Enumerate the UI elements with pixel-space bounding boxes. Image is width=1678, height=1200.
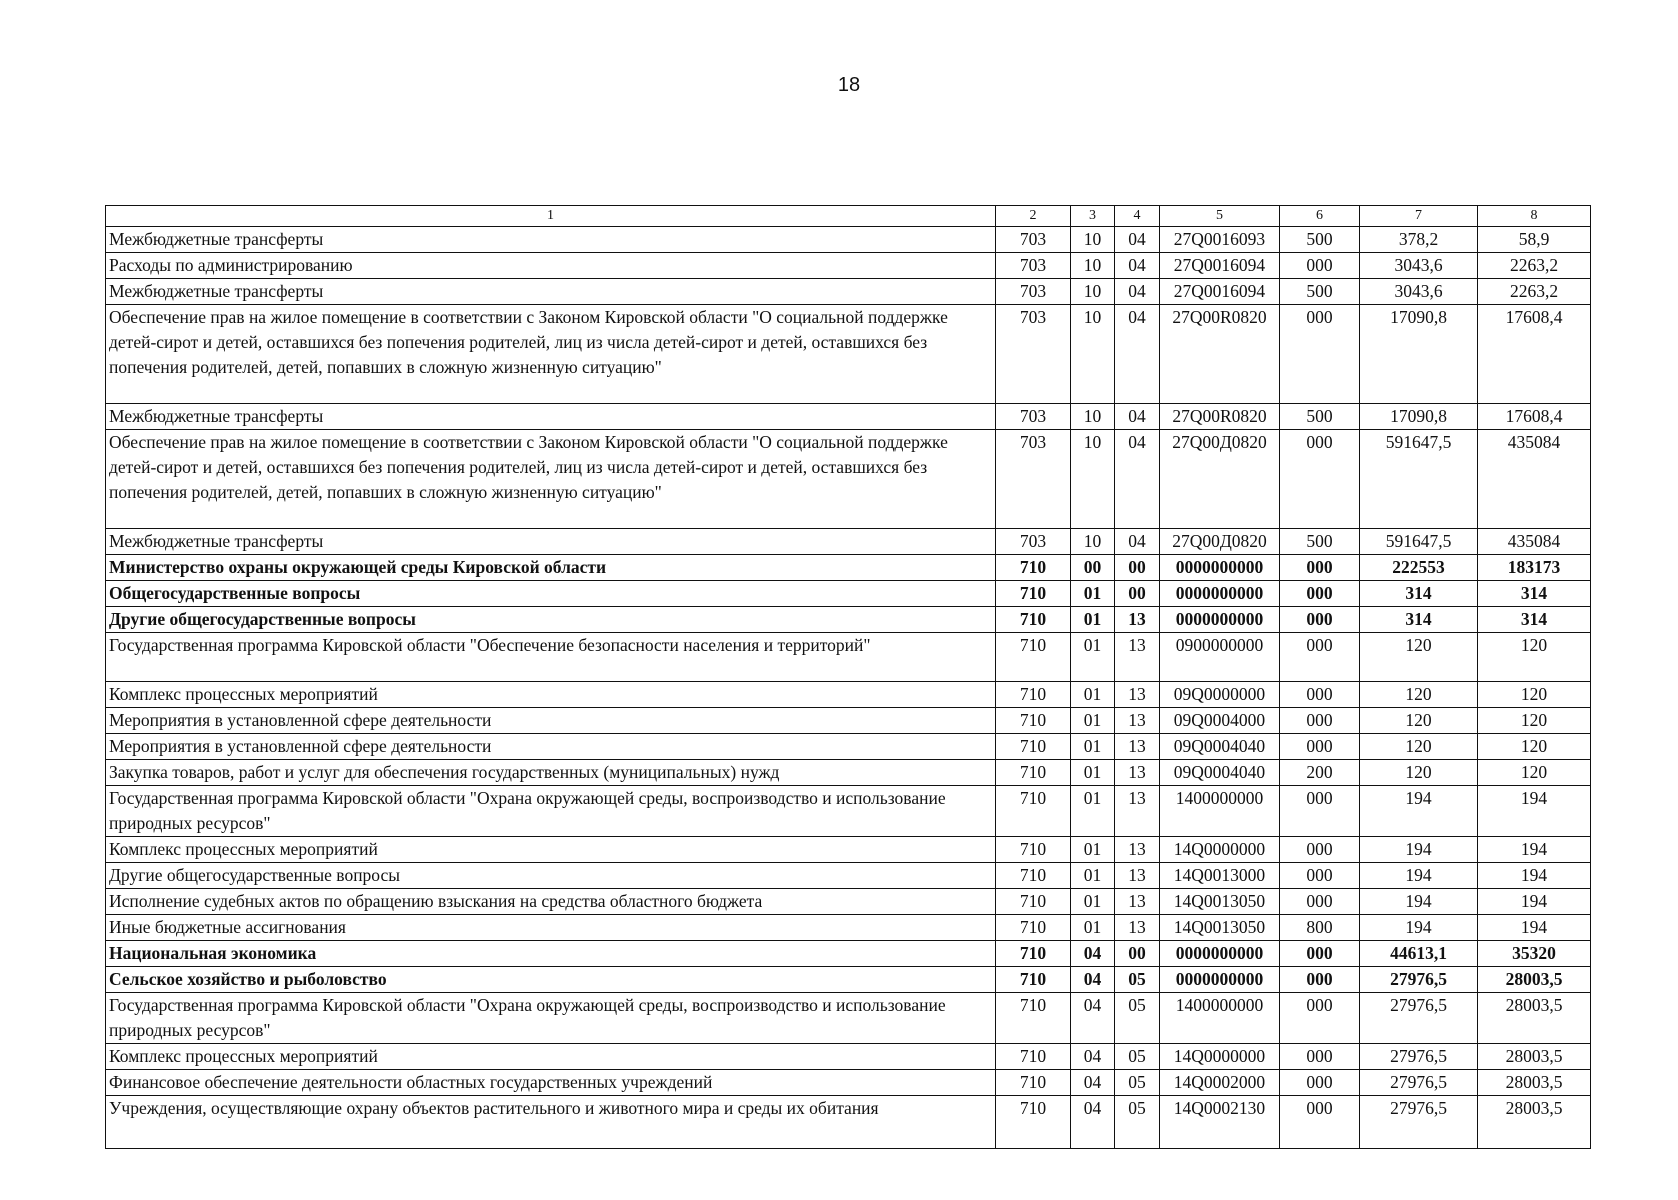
expense-type-cell: 000 <box>1280 555 1360 581</box>
row-name-cell: Другие общегосударственные вопросы <box>106 607 996 633</box>
ministry-code-cell: 703 <box>996 430 1071 529</box>
subsection-cell: 00 <box>1115 581 1160 607</box>
amount-year1-cell: 378,2 <box>1360 227 1478 253</box>
amount-year2-cell: 435084 <box>1478 529 1591 555</box>
table-row <box>106 993 1591 1044</box>
amount-year1-cell: 222553 <box>1360 555 1478 581</box>
target-article-cell: 14Q0002000 <box>1160 1070 1280 1096</box>
section-cell: 00 <box>1071 555 1115 581</box>
amount-year2-cell: 28003,5 <box>1478 993 1591 1044</box>
table-body <box>106 206 1591 1149</box>
expense-type-cell: 000 <box>1280 837 1360 863</box>
section-cell: 01 <box>1071 760 1115 786</box>
row-name-cell: Межбюджетные трансферты <box>106 279 996 305</box>
amount-year2-cell: 2263,2 <box>1478 279 1591 305</box>
section-cell: 10 <box>1071 227 1115 253</box>
amount-year2-cell: 28003,5 <box>1478 967 1591 993</box>
section-cell: 04 <box>1071 993 1115 1044</box>
amount-year2-cell: 17608,4 <box>1478 305 1591 404</box>
subsection-cell: 05 <box>1115 967 1160 993</box>
subsection-cell: 13 <box>1115 786 1160 837</box>
target-article-cell: 1400000000 <box>1160 786 1280 837</box>
table-row <box>106 555 1591 581</box>
header-cell: 1 <box>106 206 996 227</box>
expense-type-cell: 000 <box>1280 253 1360 279</box>
expense-type-cell: 000 <box>1280 682 1360 708</box>
ministry-code-cell: 710 <box>996 941 1071 967</box>
table-row <box>106 529 1591 555</box>
ministry-code-cell: 710 <box>996 555 1071 581</box>
table-row <box>106 941 1591 967</box>
amount-year1-cell: 194 <box>1360 837 1478 863</box>
header-cell: 4 <box>1115 206 1160 227</box>
header-cell: 6 <box>1280 206 1360 227</box>
ministry-code-cell: 703 <box>996 404 1071 430</box>
section-cell: 10 <box>1071 430 1115 529</box>
row-name-cell: Обеспечение прав на жилое помещение в соответствии с Законом Кировской области "О социальной поддержке детей-сирот и детей, оставшихся без попечения родителей, лиц из числа детей-сирот и детей, оставшихся без попечения родителей, детей, попавших в сложную жизненную ситуацию" <box>106 430 996 529</box>
row-name-cell: Государственная программа Кировской области "Охрана окружающей среды, воспроизводство и использование природных ресурсов" <box>106 993 996 1044</box>
section-cell: 04 <box>1071 1070 1115 1096</box>
subsection-cell: 13 <box>1115 682 1160 708</box>
row-name-cell: Иные бюджетные ассигнования <box>106 915 996 941</box>
page-number: 18 <box>837 74 861 96</box>
ministry-code-cell: 710 <box>996 760 1071 786</box>
table-row <box>106 734 1591 760</box>
subsection-cell: 13 <box>1115 708 1160 734</box>
amount-year2-cell: 2263,2 <box>1478 253 1591 279</box>
table-row <box>106 581 1591 607</box>
amount-year2-cell: 194 <box>1478 915 1591 941</box>
section-cell: 01 <box>1071 837 1115 863</box>
subsection-cell: 13 <box>1115 734 1160 760</box>
target-article-cell: 0000000000 <box>1160 555 1280 581</box>
amount-year2-cell: 120 <box>1478 633 1591 682</box>
amount-year1-cell: 194 <box>1360 786 1478 837</box>
expense-type-cell: 000 <box>1280 430 1360 529</box>
amount-year2-cell: 435084 <box>1478 430 1591 529</box>
expense-type-cell: 000 <box>1280 863 1360 889</box>
amount-year2-cell: 28003,5 <box>1478 1044 1591 1070</box>
subsection-cell: 13 <box>1115 837 1160 863</box>
table-row <box>106 708 1591 734</box>
target-article-cell: 0000000000 <box>1160 967 1280 993</box>
row-name-cell: Финансовое обеспечение деятельности областных государственных учреждений <box>106 1070 996 1096</box>
row-name-cell: Обеспечение прав на жилое помещение в соответствии с Законом Кировской области "О социальной поддержке детей-сирот и детей, оставшихся без попечения родителей, лиц из числа детей-сирот и детей, оставшихся без попечения родителей, детей, попавших в сложную жизненную ситуацию" <box>106 305 996 404</box>
subsection-cell: 04 <box>1115 404 1160 430</box>
amount-year2-cell: 120 <box>1478 682 1591 708</box>
amount-year1-cell: 314 <box>1360 607 1478 633</box>
subsection-cell: 04 <box>1115 227 1160 253</box>
row-name-cell: Учреждения, осуществляющие охрану объектов растительного и животного мира и среды их обитания <box>106 1096 996 1149</box>
row-name-cell: Мероприятия в установленной сфере деятельности <box>106 734 996 760</box>
expense-type-cell: 000 <box>1280 993 1360 1044</box>
ministry-code-cell: 710 <box>996 581 1071 607</box>
amount-year1-cell: 3043,6 <box>1360 279 1478 305</box>
amount-year2-cell: 35320 <box>1478 941 1591 967</box>
expense-type-cell: 200 <box>1280 760 1360 786</box>
target-article-cell: 0900000000 <box>1160 633 1280 682</box>
table-row <box>106 227 1591 253</box>
ministry-code-cell: 710 <box>996 734 1071 760</box>
table-row <box>106 253 1591 279</box>
target-article-cell: 27Q0016094 <box>1160 279 1280 305</box>
subsection-cell: 04 <box>1115 529 1160 555</box>
amount-year2-cell: 120 <box>1478 734 1591 760</box>
amount-year2-cell: 17608,4 <box>1478 404 1591 430</box>
row-name-cell: Комплекс процессных мероприятий <box>106 837 996 863</box>
expense-type-cell: 800 <box>1280 915 1360 941</box>
table-row <box>106 404 1591 430</box>
target-article-cell: 14Q0013050 <box>1160 889 1280 915</box>
amount-year2-cell: 28003,5 <box>1478 1070 1591 1096</box>
table-row <box>106 430 1591 529</box>
amount-year1-cell: 27976,5 <box>1360 1096 1478 1149</box>
amount-year2-cell: 183173 <box>1478 555 1591 581</box>
target-article-cell: 0000000000 <box>1160 581 1280 607</box>
expense-type-cell: 000 <box>1280 941 1360 967</box>
ministry-code-cell: 710 <box>996 1096 1071 1149</box>
ministry-code-cell: 710 <box>996 863 1071 889</box>
amount-year1-cell: 27976,5 <box>1360 967 1478 993</box>
target-article-cell: 27Q00Д0820 <box>1160 529 1280 555</box>
ministry-code-cell: 710 <box>996 993 1071 1044</box>
row-name-cell: Комплекс процессных мероприятий <box>106 1044 996 1070</box>
ministry-code-cell: 710 <box>996 682 1071 708</box>
amount-year2-cell: 314 <box>1478 607 1591 633</box>
amount-year1-cell: 27976,5 <box>1360 993 1478 1044</box>
row-name-cell: Министерство охраны окружающей среды Кировской области <box>106 555 996 581</box>
subsection-cell: 13 <box>1115 889 1160 915</box>
row-name-cell: Межбюджетные трансферты <box>106 227 996 253</box>
expense-type-cell: 000 <box>1280 581 1360 607</box>
section-cell: 01 <box>1071 786 1115 837</box>
row-name-cell: Государственная программа Кировской области "Охрана окружающей среды, воспроизводство и использование природных ресурсов" <box>106 786 996 837</box>
expense-type-cell: 500 <box>1280 227 1360 253</box>
header-cell: 8 <box>1478 206 1591 227</box>
ministry-code-cell: 710 <box>996 967 1071 993</box>
section-cell: 01 <box>1071 607 1115 633</box>
amount-year1-cell: 194 <box>1360 863 1478 889</box>
amount-year1-cell: 314 <box>1360 581 1478 607</box>
table-row <box>106 786 1591 837</box>
table-row <box>106 1044 1591 1070</box>
ministry-code-cell: 710 <box>996 607 1071 633</box>
ministry-code-cell: 710 <box>996 1044 1071 1070</box>
expense-type-cell: 000 <box>1280 305 1360 404</box>
expense-type-cell: 000 <box>1280 786 1360 837</box>
section-cell: 10 <box>1071 529 1115 555</box>
table-row <box>106 305 1591 404</box>
section-cell: 01 <box>1071 734 1115 760</box>
row-name-cell: Общегосударственные вопросы <box>106 581 996 607</box>
amount-year1-cell: 44613,1 <box>1360 941 1478 967</box>
section-cell: 10 <box>1071 279 1115 305</box>
target-article-cell: 27Q00Д0820 <box>1160 430 1280 529</box>
section-cell: 01 <box>1071 889 1115 915</box>
amount-year2-cell: 194 <box>1478 837 1591 863</box>
target-article-cell: 27Q0016093 <box>1160 227 1280 253</box>
ministry-code-cell: 710 <box>996 708 1071 734</box>
table-row <box>106 889 1591 915</box>
expense-type-cell: 000 <box>1280 633 1360 682</box>
target-article-cell: 14Q0000000 <box>1160 1044 1280 1070</box>
expense-type-cell: 000 <box>1280 889 1360 915</box>
amount-year1-cell: 194 <box>1360 889 1478 915</box>
subsection-cell: 13 <box>1115 760 1160 786</box>
subsection-cell: 00 <box>1115 941 1160 967</box>
section-cell: 01 <box>1071 581 1115 607</box>
table-row <box>106 279 1591 305</box>
table-row <box>106 837 1591 863</box>
section-cell: 10 <box>1071 305 1115 404</box>
expense-type-cell: 000 <box>1280 607 1360 633</box>
section-cell: 01 <box>1071 915 1115 941</box>
section-cell: 01 <box>1071 863 1115 889</box>
amount-year1-cell: 17090,8 <box>1360 404 1478 430</box>
target-article-cell: 14Q0013050 <box>1160 915 1280 941</box>
amount-year1-cell: 120 <box>1360 633 1478 682</box>
section-cell: 04 <box>1071 967 1115 993</box>
amount-year1-cell: 17090,8 <box>1360 305 1478 404</box>
expense-type-cell: 000 <box>1280 734 1360 760</box>
expense-type-cell: 500 <box>1280 529 1360 555</box>
row-name-cell: Межбюджетные трансферты <box>106 529 996 555</box>
table-row <box>106 607 1591 633</box>
row-name-cell: Расходы по администрированию <box>106 253 996 279</box>
amount-year2-cell: 194 <box>1478 889 1591 915</box>
expense-type-cell: 000 <box>1280 708 1360 734</box>
table-row <box>106 967 1591 993</box>
row-name-cell: Межбюджетные трансферты <box>106 404 996 430</box>
expense-type-cell: 000 <box>1280 1044 1360 1070</box>
section-cell: 01 <box>1071 633 1115 682</box>
ministry-code-cell: 710 <box>996 837 1071 863</box>
table-row <box>106 1070 1591 1096</box>
ministry-code-cell: 703 <box>996 253 1071 279</box>
subsection-cell: 13 <box>1115 863 1160 889</box>
amount-year1-cell: 120 <box>1360 682 1478 708</box>
expense-type-cell: 000 <box>1280 1070 1360 1096</box>
row-name-cell: Закупка товаров, работ и услуг для обеспечения государственных (муниципальных) нужд <box>106 760 996 786</box>
amount-year1-cell: 591647,5 <box>1360 529 1478 555</box>
amount-year1-cell: 27976,5 <box>1360 1044 1478 1070</box>
target-article-cell: 0000000000 <box>1160 607 1280 633</box>
amount-year1-cell: 591647,5 <box>1360 430 1478 529</box>
row-name-cell: Сельское хозяйство и рыболовство <box>106 967 996 993</box>
row-name-cell: Государственная программа Кировской области "Обеспечение безопасности населения и территорий" <box>106 633 996 682</box>
amount-year1-cell: 120 <box>1360 760 1478 786</box>
header-cell: 5 <box>1160 206 1280 227</box>
amount-year1-cell: 27976,5 <box>1360 1070 1478 1096</box>
target-article-cell: 0000000000 <box>1160 941 1280 967</box>
row-name-cell: Мероприятия в установленной сфере деятельности <box>106 708 996 734</box>
subsection-cell: 04 <box>1115 305 1160 404</box>
section-cell: 04 <box>1071 1044 1115 1070</box>
subsection-cell: 04 <box>1115 279 1160 305</box>
target-article-cell: 14Q0002130 <box>1160 1096 1280 1149</box>
amount-year2-cell: 28003,5 <box>1478 1096 1591 1149</box>
expense-type-cell: 000 <box>1280 1096 1360 1149</box>
subsection-cell: 13 <box>1115 633 1160 682</box>
target-article-cell: 09Q0004040 <box>1160 734 1280 760</box>
subsection-cell: 05 <box>1115 1070 1160 1096</box>
subsection-cell: 00 <box>1115 555 1160 581</box>
amount-year2-cell: 314 <box>1478 581 1591 607</box>
table-row <box>106 1096 1591 1149</box>
ministry-code-cell: 710 <box>996 915 1071 941</box>
target-article-cell: 14Q0000000 <box>1160 837 1280 863</box>
header-cell: 2 <box>996 206 1071 227</box>
amount-year1-cell: 120 <box>1360 708 1478 734</box>
header-cell: 7 <box>1360 206 1478 227</box>
expense-type-cell: 000 <box>1280 967 1360 993</box>
subsection-cell: 05 <box>1115 1096 1160 1149</box>
amount-year1-cell: 194 <box>1360 915 1478 941</box>
subsection-cell: 04 <box>1115 253 1160 279</box>
ministry-code-cell: 710 <box>996 889 1071 915</box>
subsection-cell: 13 <box>1115 607 1160 633</box>
ministry-code-cell: 710 <box>996 633 1071 682</box>
budget-table <box>105 205 1591 1149</box>
row-name-cell: Комплекс процессных мероприятий <box>106 682 996 708</box>
row-name-cell: Исполнение судебных актов по обращению взыскания на средства областного бюджета <box>106 889 996 915</box>
section-cell: 01 <box>1071 708 1115 734</box>
subsection-cell: 05 <box>1115 993 1160 1044</box>
amount-year2-cell: 120 <box>1478 760 1591 786</box>
amount-year2-cell: 120 <box>1478 708 1591 734</box>
section-cell: 10 <box>1071 404 1115 430</box>
header-cell: 3 <box>1071 206 1115 227</box>
amount-year2-cell: 194 <box>1478 786 1591 837</box>
target-article-cell: 09Q0004000 <box>1160 708 1280 734</box>
amount-year1-cell: 120 <box>1360 734 1478 760</box>
section-cell: 10 <box>1071 253 1115 279</box>
target-article-cell: 1400000000 <box>1160 993 1280 1044</box>
subsection-cell: 04 <box>1115 430 1160 529</box>
subsection-cell: 05 <box>1115 1044 1160 1070</box>
table-row <box>106 915 1591 941</box>
row-name-cell: Национальная экономика <box>106 941 996 967</box>
section-cell: 01 <box>1071 682 1115 708</box>
target-article-cell: 09Q0000000 <box>1160 682 1280 708</box>
expense-type-cell: 500 <box>1280 404 1360 430</box>
amount-year2-cell: 58,9 <box>1478 227 1591 253</box>
table-header-row <box>106 206 1591 227</box>
table-row <box>106 633 1591 682</box>
row-name-cell: Другие общегосударственные вопросы <box>106 863 996 889</box>
section-cell: 04 <box>1071 941 1115 967</box>
ministry-code-cell: 703 <box>996 305 1071 404</box>
amount-year2-cell: 194 <box>1478 863 1591 889</box>
ministry-code-cell: 710 <box>996 1070 1071 1096</box>
table-row <box>106 682 1591 708</box>
ministry-code-cell: 710 <box>996 786 1071 837</box>
target-article-cell: 27Q00R0820 <box>1160 305 1280 404</box>
table-row <box>106 863 1591 889</box>
target-article-cell: 09Q0004040 <box>1160 760 1280 786</box>
target-article-cell: 14Q0013000 <box>1160 863 1280 889</box>
ministry-code-cell: 703 <box>996 529 1071 555</box>
target-article-cell: 27Q00R0820 <box>1160 404 1280 430</box>
expense-type-cell: 500 <box>1280 279 1360 305</box>
table-row <box>106 760 1591 786</box>
target-article-cell: 27Q0016094 <box>1160 253 1280 279</box>
ministry-code-cell: 703 <box>996 227 1071 253</box>
subsection-cell: 13 <box>1115 915 1160 941</box>
ministry-code-cell: 703 <box>996 279 1071 305</box>
amount-year1-cell: 3043,6 <box>1360 253 1478 279</box>
section-cell: 04 <box>1071 1096 1115 1149</box>
